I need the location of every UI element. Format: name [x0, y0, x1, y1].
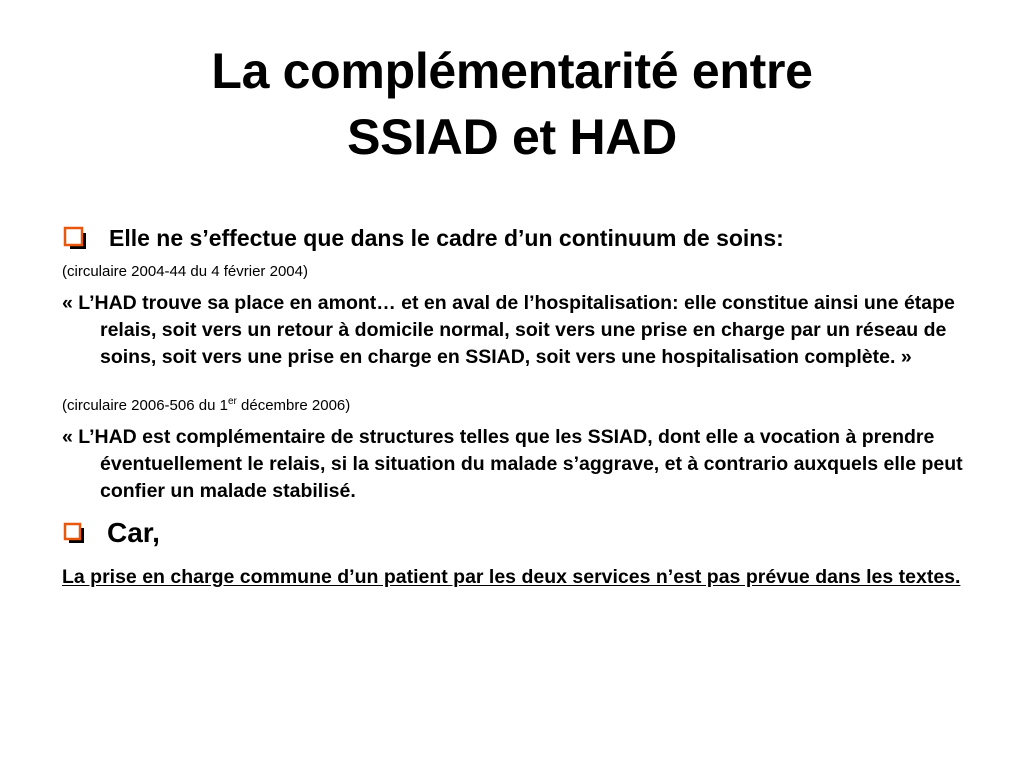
quote-circulaire-2006: « L’HAD est complémentaire de structures telles que les SSIAD, dont elle a vocation à prendre éventuellement le relais, si la situation du malade s’aggrave, et à contrario auxquels elle peut confier un malade stabilisé. [62, 426, 963, 502]
checkbox-icon [63, 522, 85, 544]
checkbox-icon [63, 226, 87, 250]
bullet-car [62, 515, 982, 551]
bullet-continuum-text: Elle ne s’effectue que dans le cadre d’un continuum de soins: [109, 225, 784, 251]
title-line-1: La complémentarité entre [211, 43, 813, 99]
reference-2006-superscript: er [227, 396, 237, 407]
note-prise-en-charge: La prise en charge commune d’un patient par les deux services n’est pas prévue dans les textes. [62, 566, 961, 588]
reference-2006-suffix: décembre 2006) [236, 397, 351, 414]
bullet-car-text: Car, [107, 517, 160, 548]
reference-2006-prefix: (circulaire 2006-506 du 1 [62, 397, 228, 414]
slide-content [62, 222, 982, 591]
reference-circulaire-2004: (circulaire 2004-44 du 4 février 2004) [62, 263, 308, 280]
bullet-continuum [62, 222, 982, 254]
quote-circulaire-2004: « L’HAD trouve sa place en amont… et en aval de l’hospitalisation: elle constitue ainsi une étape relais, soit vers un retour à domicile normal, soit vers une prise en charge par un réseau de soins, soit vers une prise en charge en SSIAD, soit vers une hospitalisation complète. » [62, 292, 955, 368]
reference-circulaire-2006 [62, 396, 982, 416]
slide-title [0, 38, 1024, 170]
title-line-2: SSIAD et HAD [347, 109, 677, 165]
